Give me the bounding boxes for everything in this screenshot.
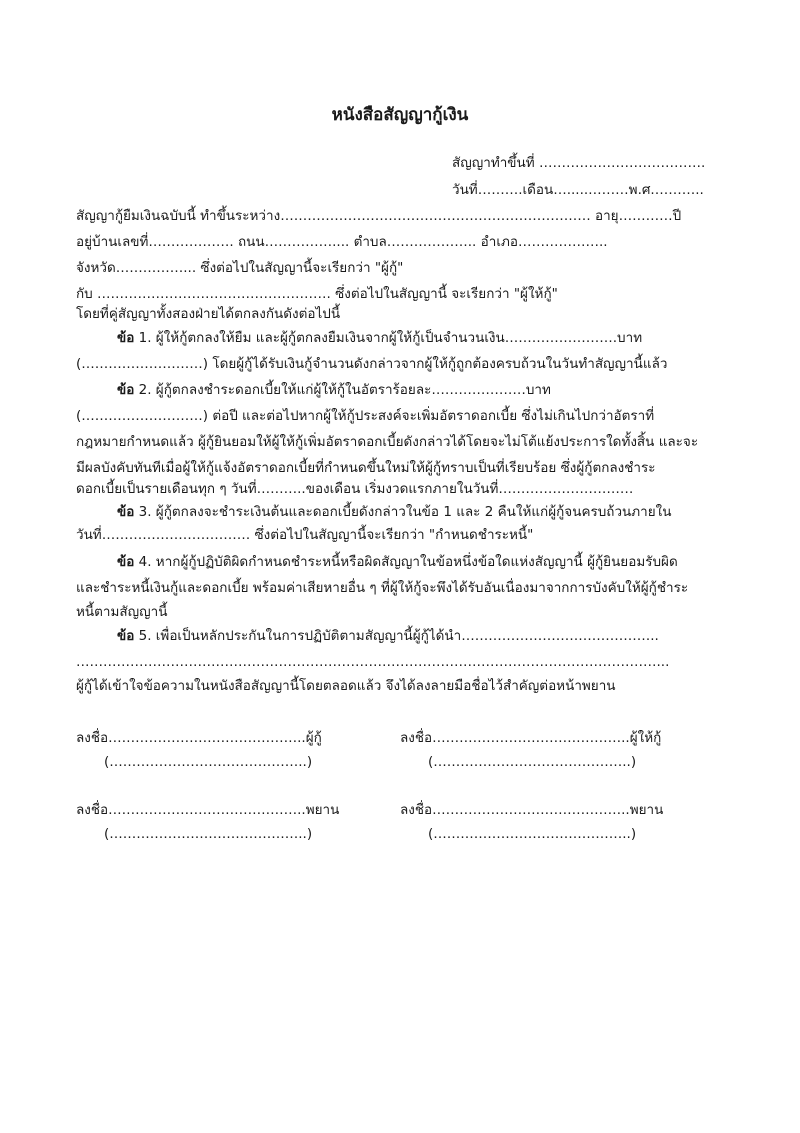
clause-1-label: ข้อ [117, 330, 135, 346]
lender-name: (……………………………………..) [428, 754, 637, 770]
parties-line-1: สัญญากู้ยืมเงินฉบับนี้ ทำขึ้นระหว่าง…………………………………………………………… อายุ…………ปี [76, 208, 682, 224]
witness-2-name: (……………………………………..) [428, 826, 637, 842]
clause-4-line-3: หนี้ตามสัญญานี้ [76, 604, 168, 620]
parties-line-4: กับ ……………………………………………. ซึ่งต่อไปในสัญญานี้ จะเรียกว่า "ผู้ให้กู้" [76, 286, 558, 302]
clause-2-line-2: (………………………) ต่อปี และต่อไปหากผู้ให้กู้ประสงค์จะเพิ่มอัตราดอกเบี้ย ซึ่งไม่เกินไปกว่าอัตราที่ [76, 408, 655, 424]
clause-5-text: 5. เพื่อเป็นหลักประกันในการปฏิบัติตามสัญญานี้ผู้กู้ได้นำ…………………………………….. [134, 628, 659, 644]
clause-3-line-1 [117, 503, 671, 521]
clause-2-line-3: กฎหมายกำหนดแล้ว ผู้กู้ยินยอมให้ผู้ให้กู้เพิ่มอัตราดอกเบี้ยดังกล่าวได้โดยจะไม่โต้แย้งประการใดทั้งสิ้น และจะ [76, 434, 699, 450]
clause-4-text: 4. หากผู้กู้ปฏิบัติผิดกำหนดชำระหนี้หรือผิดสัญญาในข้อหนึ่งข้อใดแห่งสัญญานี้ ผู้กู้ยินยอมรับผิด [134, 554, 678, 570]
lender-signature: ลงชื่อ……………………………………..ผู้ให้กู้ [400, 730, 662, 746]
clause-5-label: ข้อ [117, 628, 135, 644]
clause-2-label: ข้อ [117, 382, 135, 398]
clause-3-line-2: วันที่…………………………… ซึ่งต่อไปในสัญญานี้จะเรียกว่า "กำหนดชำระหนี้" [76, 527, 534, 543]
clause-1-line-2: (………………………) โดยผู้กู้ได้รับเงินกู้จำนวนดังกล่าวจากผู้ให้กู้ถูกต้องครบถ้วนในวันทำสัญญานี้แล้ว [76, 356, 668, 372]
witness-1-signature: ลงชื่อ……………………………………..พยาน [76, 802, 340, 818]
clause-4-line-1 [117, 553, 678, 571]
clause-5-line-1 [117, 627, 659, 645]
document-title: หนังสือสัญญากู้เงิน [331, 105, 469, 125]
borrower-signature: ลงชื่อ……………………………………..ผู้กู้ [76, 730, 322, 746]
clause-1-text: 1. ผู้ให้กู้ตกลงให้ยืม และผู้กู้ตกลงยืมเงินจากผู้ให้กู้เป็นจำนวนเงิน…………………….บาท [134, 330, 643, 346]
clause-3-text: 3. ผู้กู้ตกลงจะชำระเงินต้นและดอกเบี้ยดังกล่าวในข้อ 1 และ 2 คืนให้แก่ผู้กู้จนครบถ้วนภายใน [134, 504, 672, 520]
borrower-name: (……………………………………..) [104, 754, 313, 770]
clause-5-line-2: …………………………………………………………………………………………………………………... [76, 654, 670, 670]
clause-2-line-4: มีผลบังคับทันทีเมื่อผู้ให้กู้แจ้งอัตราดอกเบี้ยที่กำหนดขึ้นใหม่ให้ผู้กู้ทราบเป็นที่เรียบร้อย ซึ่งผู้กู้ตกลงชำระ [76, 460, 656, 476]
clause-3-label: ข้อ [117, 504, 135, 520]
clause-4-label: ข้อ [117, 554, 135, 570]
clause-2-line-5: ดอกเบี้ยเป็นรายเดือนทุก ๆ วันที่………..ของเดือน เริ่มงวดแรกภายในวันที่………………………… [76, 481, 634, 497]
witness-2-signature: ลงชื่อ……………………………………..พยาน [400, 802, 664, 818]
clause-2-text: 2. ผู้กู้ตกลงชำระดอกเบี้ยให้แก่ผู้ให้กู้ในอัตราร้อยละ…………………บาท [134, 382, 551, 398]
parties-line-2: อยู่บ้านเลขที่………………. ถนน…………….... ตำบล……………….. อำเภอ……………….. [76, 234, 608, 250]
date-line: วันที่……….เดือน….....………พ.ศ.……….. [452, 182, 704, 198]
parties-line-5: โดยที่คู่สัญญาทั้งสองฝ่ายได้ตกลงกันดังต่อไปนี้ [76, 306, 341, 322]
witness-1-name: (……………………………………..) [104, 826, 313, 842]
clause-1-line-1 [117, 329, 642, 347]
made-at-line: สัญญาทำขึ้นที่ ………………………………. [452, 155, 706, 171]
closing-statement: ผู้กู้ได้เข้าใจข้อความในหนังสือสัญญานี้โดยตลอดแล้ว จึงได้ลงลายมือชื่อไว้สำคัญต่อหน้าพยาน [76, 678, 616, 694]
parties-line-3: จังหวัด……………... ซึ่งต่อไปในสัญญานี้จะเรียกว่า "ผู้กู้" [76, 260, 404, 276]
clause-2-line-1 [117, 381, 551, 399]
clause-4-line-2: และชำระหนี้เงินกู้และดอกเบี้ย พร้อมค่าเสียหายอื่น ๆ ที่ผู้ให้กู้จะพึงได้รับอันเนื่องมาจากการบังคับให้ผู้กู้ชำระ [76, 580, 689, 596]
